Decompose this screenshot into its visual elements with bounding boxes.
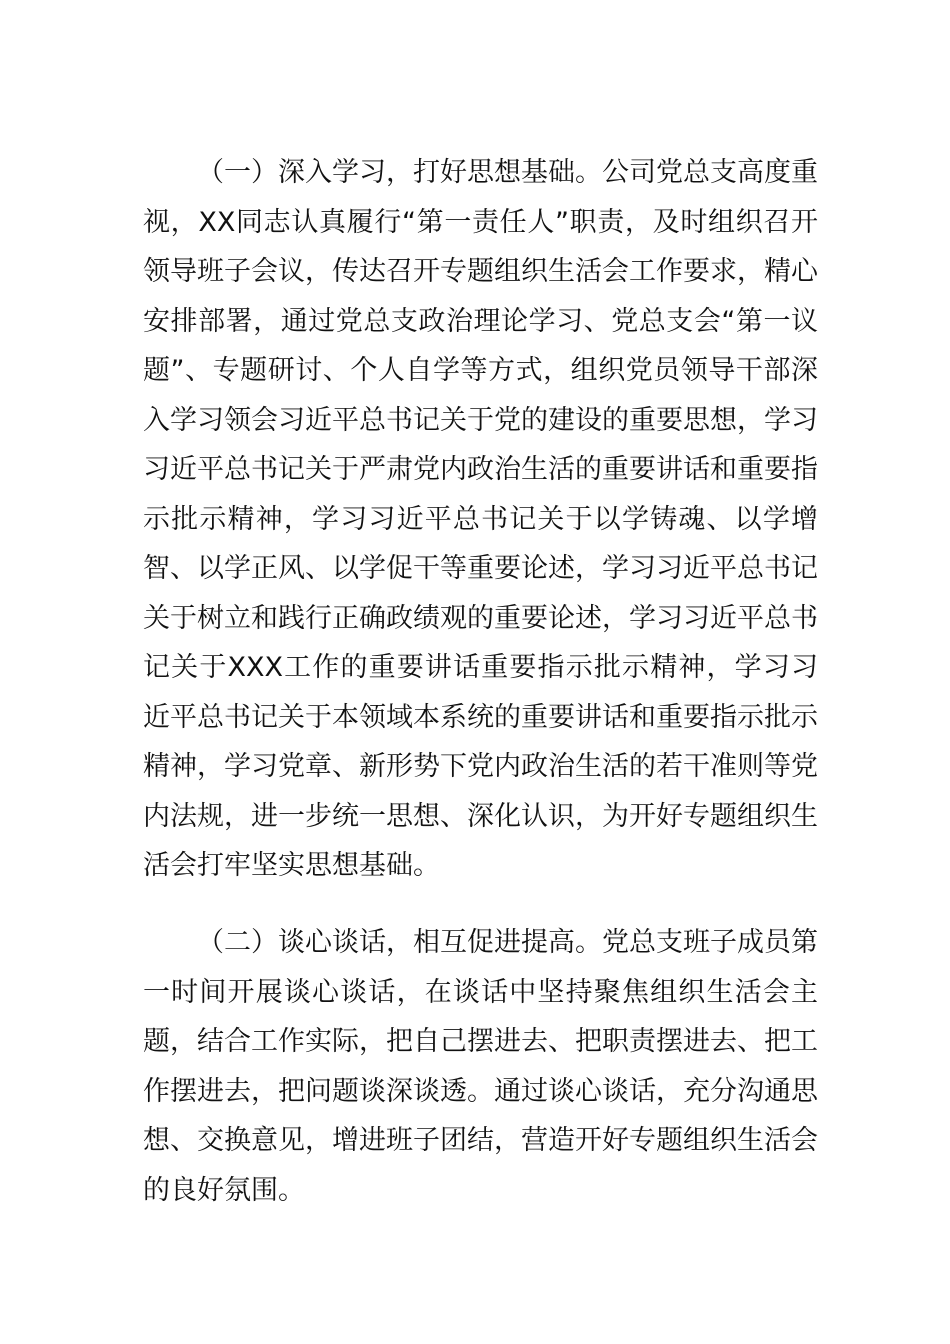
- paragraph-heart-to-heart-talks: （二）谈心谈话，相互促进提高。党总支班子成员第一时间开展谈心谈话，在谈话中坚持聚焦组织生活会主题，结合工作实际，把自己摆进去、把职责摆进去、把工作摆进去，把问题谈深谈透。通过谈心谈话，充分沟通思想、交换意见，增进班子团结，营造开好专题组织生活会的良好氛围。: [143, 927, 818, 1206]
- paragraph-deep-study: （一）深入学习，打好思想基础。公司党总支高度重视，XX同志认真履行“第一责任人”职责，及时组织召开领导班子会议，传达召开专题组织生活会工作要求，精心安排部署，通过党总支政治理论学习、党总支会“第一议题”、专题研讨、个人自学等方式，组织党员领导干部深入学习领会习近平总书记关于党的建设的重要思想，学习习近平总书记关于严肃党内政治生活的重要讲话和重要指示批示精神，学习习近平总书记关于以学铸魂、以学增智、以学正风、以学促干等重要论述，学习习近平总书记关于树立和践行正确政绩观的重要论述，学习习近平总书记关于XXX工作的重要讲话重要指示批示精神，学习习近平总书记关于本领域本系统的重要讲话和重要指示批示精神，学习党章、新形势下党内政治生活的若干准则等党内法规，进一步统一思想、深化认识，为开好专题组织生活会打牢坚实思想基础。: [143, 157, 818, 881]
